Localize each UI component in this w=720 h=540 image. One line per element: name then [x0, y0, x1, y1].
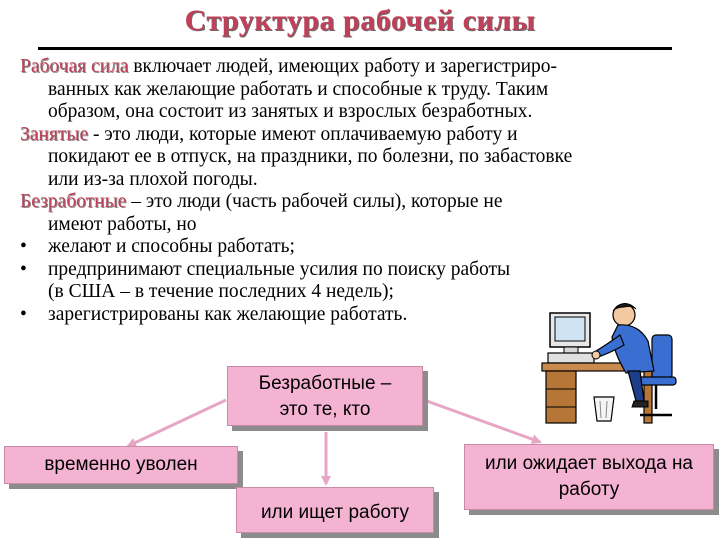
paragraph-labor-force [20, 56, 698, 124]
looking-for-work-box [236, 487, 434, 533]
right-box-line: работу [558, 479, 620, 500]
arrow-to-right-box [424, 400, 540, 442]
paragraph-employed [20, 124, 698, 192]
term-unemployed: Безработные [20, 191, 127, 212]
definitions-text [20, 56, 698, 326]
term-labor-force: Рабочая сила [20, 56, 129, 77]
list-item-text: желают и способны работать; [48, 236, 295, 257]
bottom-box-label: или ищет работу [260, 502, 410, 523]
center-box-line: это те, кто [279, 399, 371, 420]
list-item-text: предпринимают специальные усилия по поиску работы [48, 258, 511, 280]
unemployed-first-line: – это люди (часть рабочей силы), которые не [126, 191, 503, 212]
awaiting-job-start-box [464, 444, 714, 510]
temporarily-laid-off-box [4, 446, 238, 484]
term-employed: Занятые [20, 123, 89, 145]
employed-line: или из-за плохой погоды. [48, 168, 258, 190]
page-title: Структура рабочей силы [184, 4, 536, 37]
left-box-label: временно уволен [44, 454, 198, 475]
list-item-text: зарегистрированы как желающие работать. [48, 303, 408, 325]
labor-force-line: ванных как желающие работать и способные к труду. Таким [48, 78, 549, 100]
right-box-line: или ожидает выхода на [484, 453, 694, 474]
employed-line: покидают ее в отпуск, на праздники, по болезни, по забастовке [48, 146, 573, 167]
arrow-to-left-box [128, 400, 226, 446]
list-item-subtext: (в США – в течение последних 4 недель); [48, 281, 394, 302]
unemployed-line: имеют работы, но [48, 213, 197, 235]
center-box-line: Безработные – [258, 373, 392, 394]
labor-force-first-line: включает людей, имеющих работу и зарегистриро- [128, 56, 558, 77]
list-item [20, 236, 698, 259]
paragraph-unemployed [20, 191, 698, 236]
unemployed-definition-box [227, 366, 423, 426]
labor-force-line: образом, она состоит из занятых и взрослых безработных. [48, 101, 533, 122]
employed-first-line: - это люди, которые имеют оплачиваемую работу и [88, 123, 518, 145]
person-at-computer-icon [540, 295, 720, 430]
title-divider [38, 47, 672, 50]
